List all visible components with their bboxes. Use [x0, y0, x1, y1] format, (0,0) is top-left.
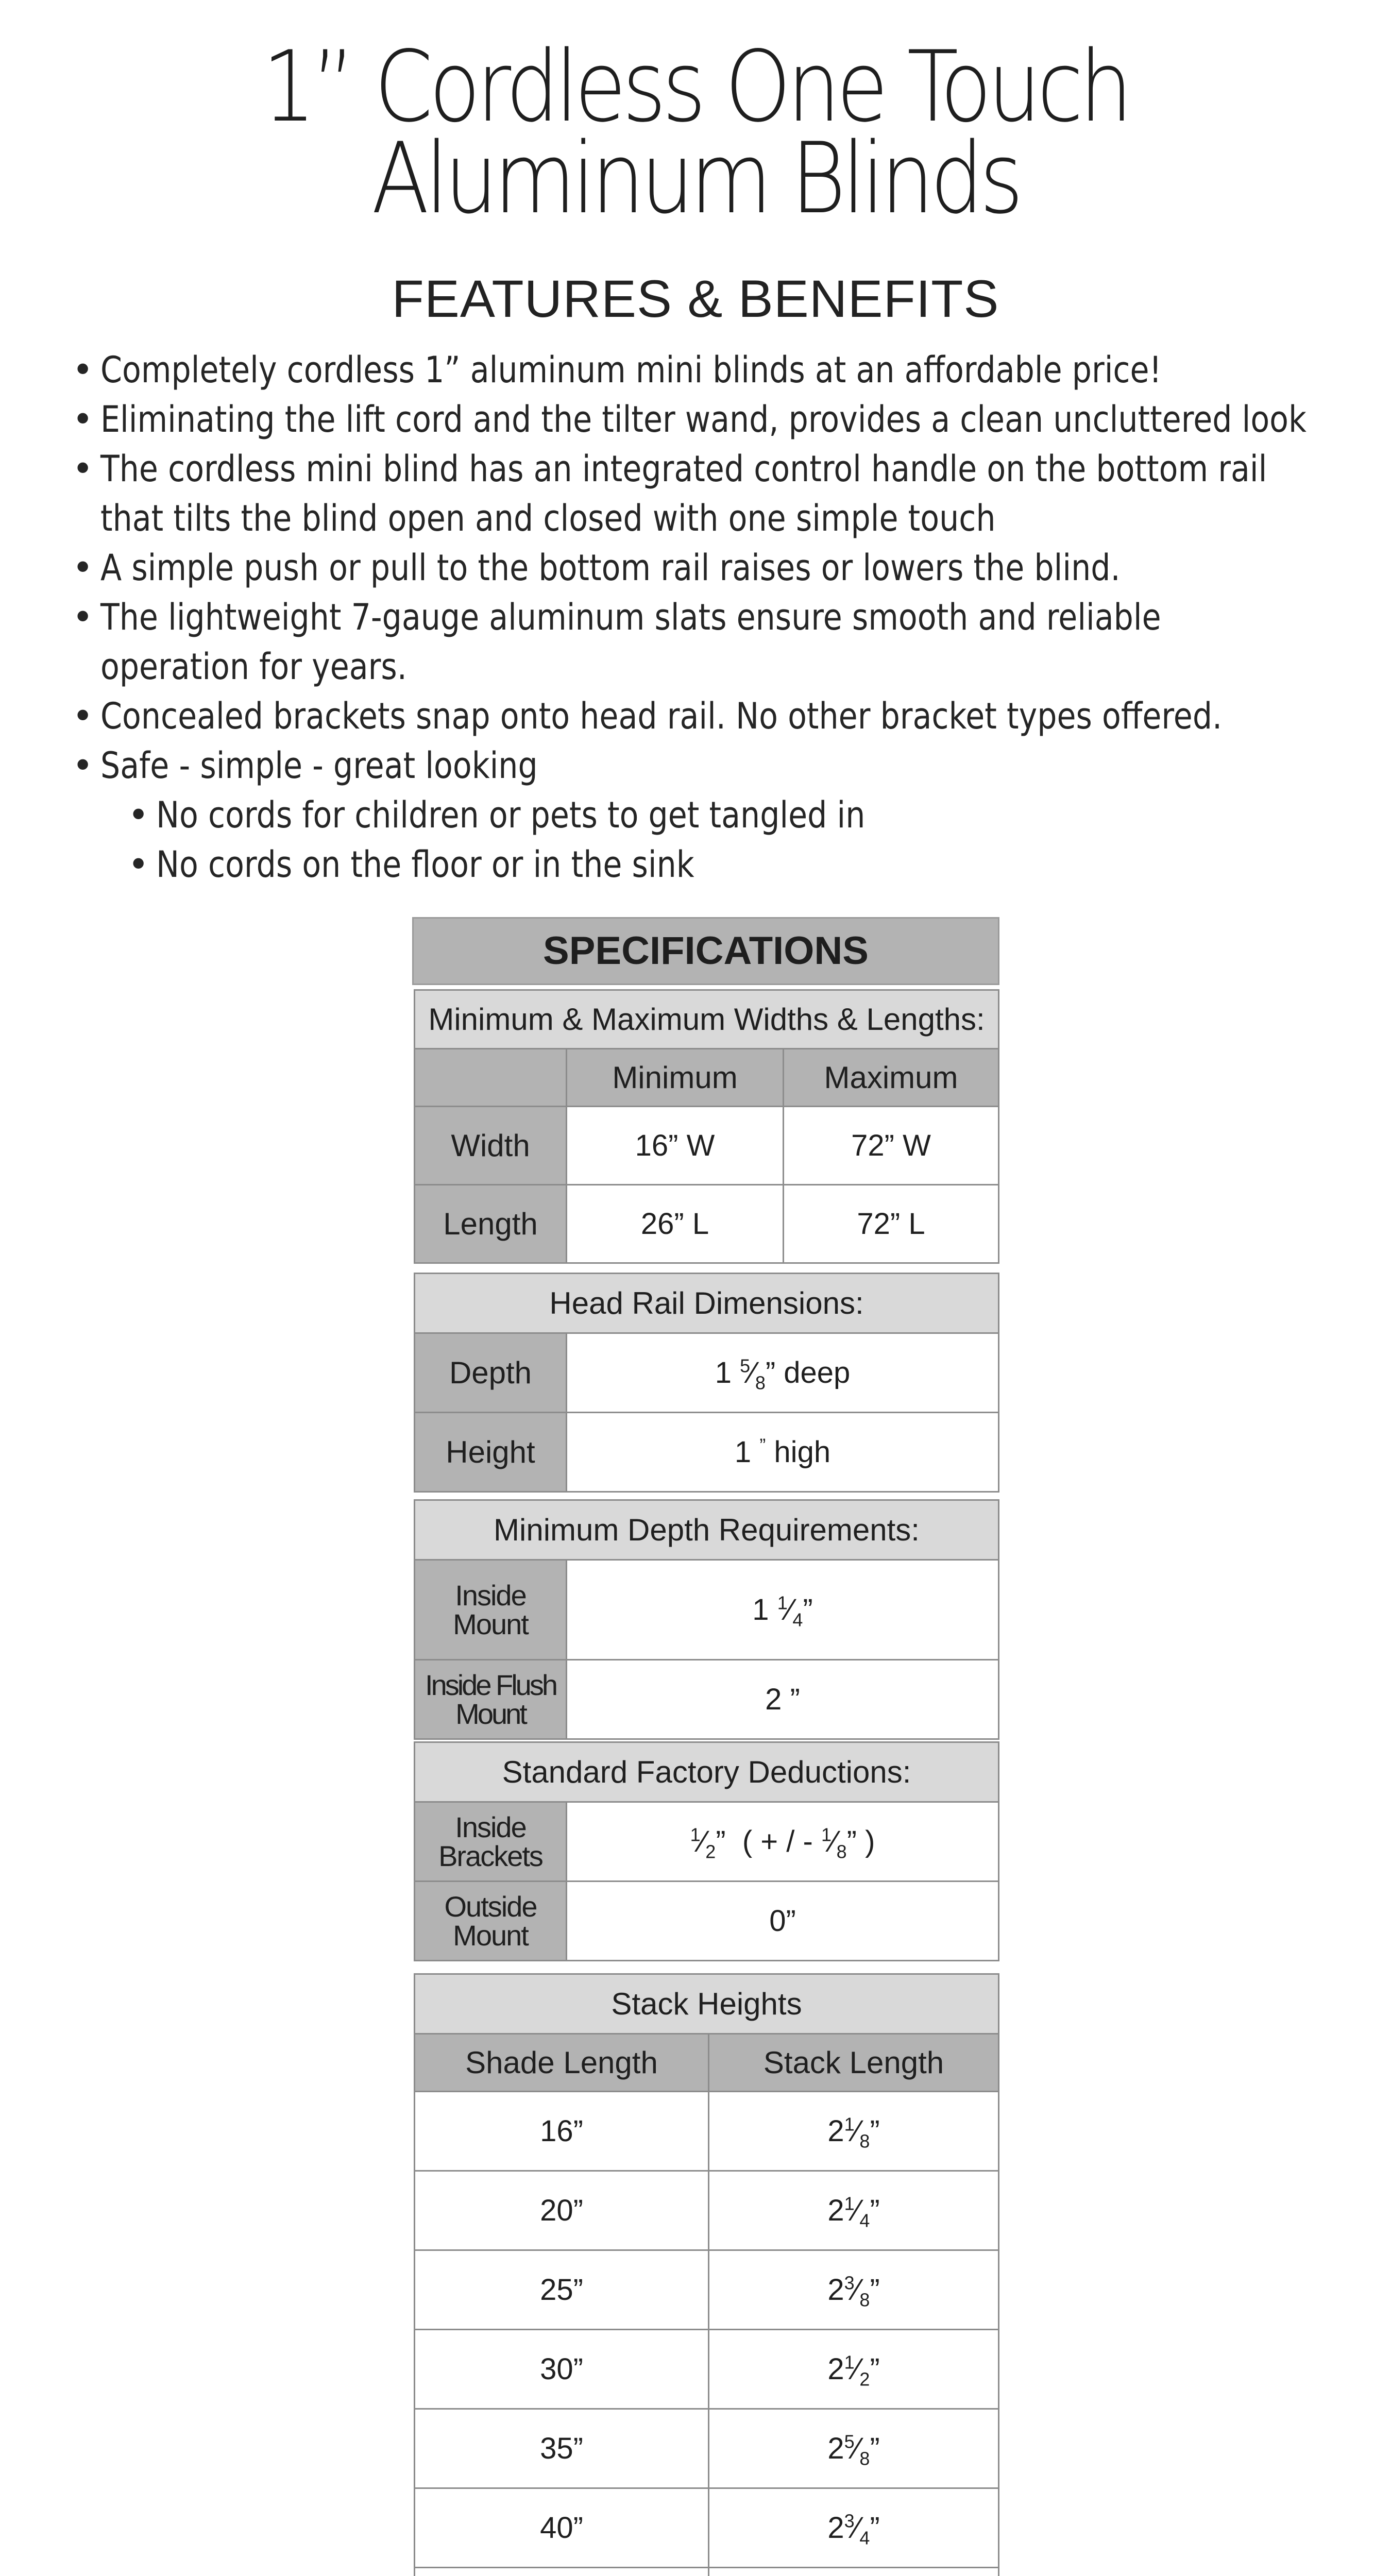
shade-length-cell: 40” [415, 2488, 709, 2568]
stack-length-cell [709, 2568, 999, 2576]
stack-length-cell: $2^1⁄_8$” [709, 2092, 999, 2171]
height-label: Height [415, 1413, 567, 1492]
widths-lengths-title: Minimum & Maximum Widths & Lengths: [415, 990, 999, 1049]
depth-label: Depth [415, 1333, 567, 1413]
stack-length-cell: $2^3⁄_4$” [709, 2488, 999, 2568]
maximum-column-header: Maximum [784, 1049, 999, 1107]
outside-mount-label: Outside Mount [415, 1882, 567, 1961]
table-row [415, 2488, 999, 2568]
shade-length-cell: 25” [415, 2250, 709, 2330]
length-label: Length [415, 1185, 567, 1263]
height-value: 1 ” high [567, 1413, 999, 1492]
feature-item: • Completely cordless 1” aluminum mini blinds at an affordable price! [72, 345, 1360, 395]
shade-length-cell: 30” [415, 2330, 709, 2409]
deductions-table [414, 1741, 999, 1961]
bullet-glyph: • [72, 695, 94, 737]
table-row [415, 2330, 999, 2409]
width-max-value: 72” W [784, 1107, 999, 1185]
features-list [72, 345, 1360, 889]
inside-mount-value: 1 $^1⁄_4$” [567, 1560, 999, 1660]
bullet-glyph: • [72, 448, 94, 490]
length-max-value: 72” L [784, 1185, 999, 1263]
width-label: Width [415, 1107, 567, 1185]
feature-subitem: • No cords on the floor or in the sink [128, 840, 1360, 889]
bullet-glyph: • [128, 843, 149, 886]
stack-heights-table [414, 1973, 999, 2576]
feature-item: • The lightweight 7-gauge aluminum slats ensure smooth and reliable [72, 592, 1360, 642]
stack-length-cell: $2^1⁄_2$” [709, 2330, 999, 2409]
width-min-value: 16” W [567, 1107, 784, 1185]
blank-header-cell [415, 1049, 567, 1107]
table-row [415, 2409, 999, 2488]
stack-length-cell: $2^5⁄_8$” [709, 2409, 999, 2488]
feature-item: • The cordless mini blind has an integrated control handle on the bottom rail [72, 444, 1360, 494]
shade-length-cell: 16” [415, 2092, 709, 2171]
stack-heights-title: Stack Heights [415, 1974, 999, 2034]
min-depth-title: Minimum Depth Requirements: [415, 1500, 999, 1560]
page-title [0, 30, 1391, 235]
inside-flush-mount-label: Inside Flush Mount [415, 1660, 567, 1739]
inside-brackets-value: $^1⁄_2$” ( + / - $^1⁄_8$” ) [567, 1802, 999, 1882]
feature-item-continuation: that tilts the blind open and closed with one simple touch [100, 497, 996, 539]
stack-length-column-header: Stack Length [709, 2034, 999, 2092]
shade-length-cell: 20” [415, 2171, 709, 2250]
stack-length-cell: $2^1⁄_4$” [709, 2171, 999, 2250]
head-rail-table [414, 1273, 999, 1493]
table-row [415, 2092, 999, 2171]
features-heading: FEATURES & BENEFITS [392, 269, 999, 328]
bullet-glyph: • [72, 349, 94, 391]
feature-item-continuation: operation for years. [100, 646, 407, 688]
shade-length-cell: 35” [415, 2409, 709, 2488]
deductions-title: Standard Factory Deductions: [415, 1742, 999, 1802]
outside-mount-value: 0” [567, 1882, 999, 1961]
feature-item: • A simple push or pull to the bottom rail raises or lowers the blind. [72, 543, 1360, 592]
table-row [415, 2171, 999, 2250]
specifications-heading: SPECIFICATIONS [412, 917, 999, 985]
shade-length-cell [415, 2568, 709, 2576]
title-line-2: Aluminum Blinds [371, 122, 1020, 235]
bullet-glyph: • [72, 596, 94, 638]
title-line-1: 1” Cordless One Touch [262, 30, 1129, 144]
stack-length-cell: $2^3⁄_8$” [709, 2250, 999, 2330]
shade-length-column-header: Shade Length [415, 2034, 709, 2092]
feature-item: • Eliminating the lift cord and the tilter wand, provides a clean uncluttered look [72, 395, 1360, 444]
bullet-glyph: • [72, 398, 94, 440]
bullet-glyph: • [72, 547, 94, 589]
minimum-column-header: Minimum [567, 1049, 784, 1107]
inside-mount-label: Inside Mount [415, 1560, 567, 1660]
feature-item: • Safe - simple - great looking [72, 741, 1360, 790]
bullet-glyph: • [128, 794, 149, 836]
inside-flush-mount-value: 2 ” [567, 1660, 999, 1739]
length-min-value: 26” L [567, 1185, 784, 1263]
inside-brackets-label: Inside Brackets [415, 1802, 567, 1882]
bullet-glyph: • [72, 744, 94, 787]
min-depth-table [414, 1499, 999, 1740]
widths-lengths-table [414, 989, 999, 1264]
feature-subitem: • No cords for children or pets to get tangled in [128, 790, 1360, 840]
feature-item: • Concealed brackets snap onto head rail. No other bracket types offered. [72, 691, 1360, 741]
head-rail-title: Head Rail Dimensions: [415, 1274, 999, 1333]
table-row [415, 2250, 999, 2330]
table-row [415, 2568, 999, 2576]
depth-value: 1 $^5⁄_8$” deep [567, 1333, 999, 1413]
